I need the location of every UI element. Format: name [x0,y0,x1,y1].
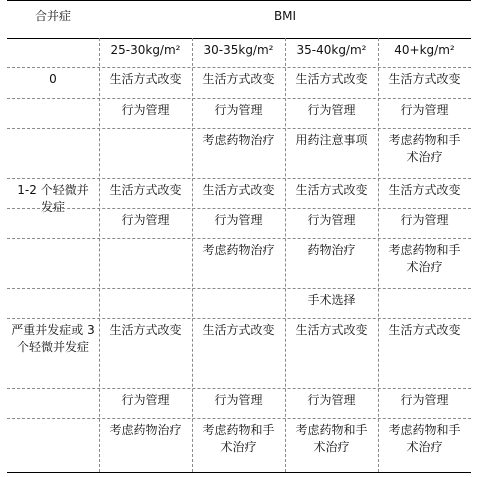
header-bmi-range: 30-35kg/m² [203,43,274,57]
treatment-cell: 生活方式改变 [109,72,182,86]
row-divider [7,98,471,99]
header-bmi: BMI [273,9,297,23]
treatment-cell: 考虑药物治疗 [109,423,182,437]
header-bottom-rule [7,38,471,39]
treatment-cell: 行为管理 [307,103,356,117]
row-divider [7,288,471,289]
treatment-cell: 生活方式改变 [202,183,275,197]
treatment-cell: 考虑药物和手术治疗 [388,243,461,274]
column-divider [378,38,379,472]
treatment-cell: 药物治疗 [307,243,356,257]
table-bottom-rule [7,472,471,473]
treatment-cell: 生活方式改变 [388,183,461,197]
treatment-cell: 生活方式改变 [295,183,368,197]
column-divider [192,38,193,472]
treatment-cell: 行为管理 [214,103,263,117]
group-divider [7,318,471,319]
column-divider [99,38,100,472]
treatment-cell: 行为管理 [400,103,449,117]
treatment-cell: 生活方式改变 [202,72,275,86]
table-top-rule [7,0,471,1]
treatment-cell: 行为管理 [307,213,356,227]
treatment-cell: 生活方式改变 [388,72,461,86]
row-divider [7,418,471,419]
treatment-cell: 考虑药物和手术治疗 [388,133,461,164]
treatment-cell: 行为管理 [400,393,449,407]
bmi-treatment-table [7,0,471,474]
treatment-cell: 行为管理 [400,213,449,227]
complication-label: 0 [49,72,57,86]
row-divider [7,238,471,239]
treatment-cell: 生活方式改变 [295,72,368,86]
treatment-cell: 考虑药物和手术治疗 [202,423,275,454]
treatment-cell: 考虑药物和手术治疗 [388,423,461,454]
header-bmi-range: 35-40kg/m² [296,43,367,57]
treatment-cell: 行为管理 [121,213,170,227]
treatment-cell: 生活方式改变 [388,323,461,337]
row-divider [7,128,471,129]
treatment-cell: 生活方式改变 [109,183,182,197]
treatment-cell: 行为管理 [121,103,170,117]
column-divider [285,38,286,472]
complication-label: 1-2 个轻微并发症 [17,183,89,214]
header-bmi-range: 40+kg/m² [394,43,455,57]
treatment-cell: 行为管理 [121,393,170,407]
treatment-cell: 手术选择 [307,293,356,307]
group-divider [7,178,471,179]
treatment-cell: 生活方式改变 [202,323,275,337]
row-divider [7,388,471,389]
treatment-cell: 行为管理 [214,393,263,407]
treatment-cell: 用药注意事项 [295,133,368,147]
header-complication: 合并症 [34,9,71,23]
header-bmi-range: 25-30kg/m² [110,43,181,57]
complication-label: 严重并发症或 3 个轻微并发症 [11,323,95,354]
treatment-cell: 行为管理 [214,213,263,227]
treatment-cell: 考虑药物治疗 [202,133,275,147]
treatment-cell: 生活方式改变 [109,323,182,337]
treatment-cell: 生活方式改变 [295,323,368,337]
row-divider [7,67,471,68]
treatment-cell: 考虑药物治疗 [202,243,275,257]
treatment-cell: 考虑药物和手术治疗 [295,423,368,454]
treatment-cell: 行为管理 [307,393,356,407]
